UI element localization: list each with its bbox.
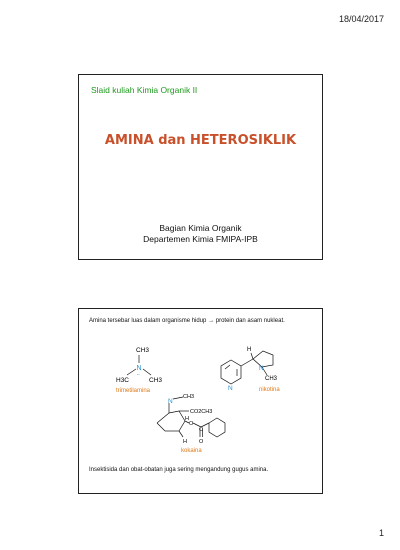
bond-line xyxy=(173,397,183,399)
trimethylamine-lone-pair: .. xyxy=(136,371,140,377)
amine-intro-text: Amina tersebar luas dalam organisme hidup → protein dan asam nukleat. xyxy=(89,318,285,324)
trimethylamine-ch3-top: CH3 xyxy=(136,347,150,354)
bond-line xyxy=(157,423,165,431)
bond-line xyxy=(127,369,136,375)
structures-figure xyxy=(79,327,322,467)
nicotine-pyridine-nitrogen: N xyxy=(228,385,233,392)
bond-line xyxy=(241,359,253,366)
trimethylamine-nitrogen: N xyxy=(136,365,142,372)
bond-line xyxy=(225,365,230,369)
trimethylamine-caption: trimetilamina xyxy=(116,388,151,394)
page-number: 1 xyxy=(378,528,384,538)
bond-line xyxy=(179,421,185,431)
nicotine-ch3: CH3 xyxy=(265,376,278,382)
cocaine-carbonyl-oxygen: O xyxy=(199,439,204,445)
course-subtitle: Slaid kuliah Kimia Organik II xyxy=(91,85,198,95)
cocaine-co2ch3: CO2CH3 xyxy=(190,409,213,415)
trimethylamine-structure xyxy=(116,347,162,394)
amine-footer-text: Insektisida dan obat-obatan juga sering mengandung gugus amina. xyxy=(89,467,269,473)
bond-line xyxy=(251,353,253,359)
trimethylamine-ch3-right: CH3 xyxy=(149,377,163,384)
trimethylamine-h3c-left: H3C xyxy=(116,377,130,384)
bond-line xyxy=(179,431,183,437)
cocaine-nitrogen: N xyxy=(168,398,173,405)
slide-title: AMINA dan HETEROSIKLIK xyxy=(104,133,297,148)
cocaine-h-bottom: H xyxy=(183,439,187,445)
nicotine-caption: nikotina xyxy=(259,387,280,393)
pyridine-ring xyxy=(221,360,241,384)
nicotine-ring-nitrogen: N xyxy=(259,365,264,372)
bond-line xyxy=(169,411,179,413)
cocaine-h-top: H xyxy=(185,416,189,422)
cocaine-ch3: CH3 xyxy=(183,394,195,400)
nicotine-h: H xyxy=(247,347,252,353)
cocaine-oxygen: O xyxy=(189,421,194,427)
cocaine-caption: kokaina xyxy=(181,448,202,454)
bond-line xyxy=(157,413,169,423)
department-block xyxy=(79,223,322,245)
amines-slide xyxy=(78,308,323,494)
benzene-ring xyxy=(209,418,225,437)
department-line-2: Departemen Kimia FMIPA-IPB xyxy=(143,234,258,244)
cocaine-carbonyl-carbon: C xyxy=(199,427,203,433)
bond-line xyxy=(143,369,151,375)
title-slide xyxy=(78,74,323,260)
header-date: 18/04/2017 xyxy=(338,14,384,24)
department-line-1: Bagian Kimia Organik xyxy=(159,223,242,233)
